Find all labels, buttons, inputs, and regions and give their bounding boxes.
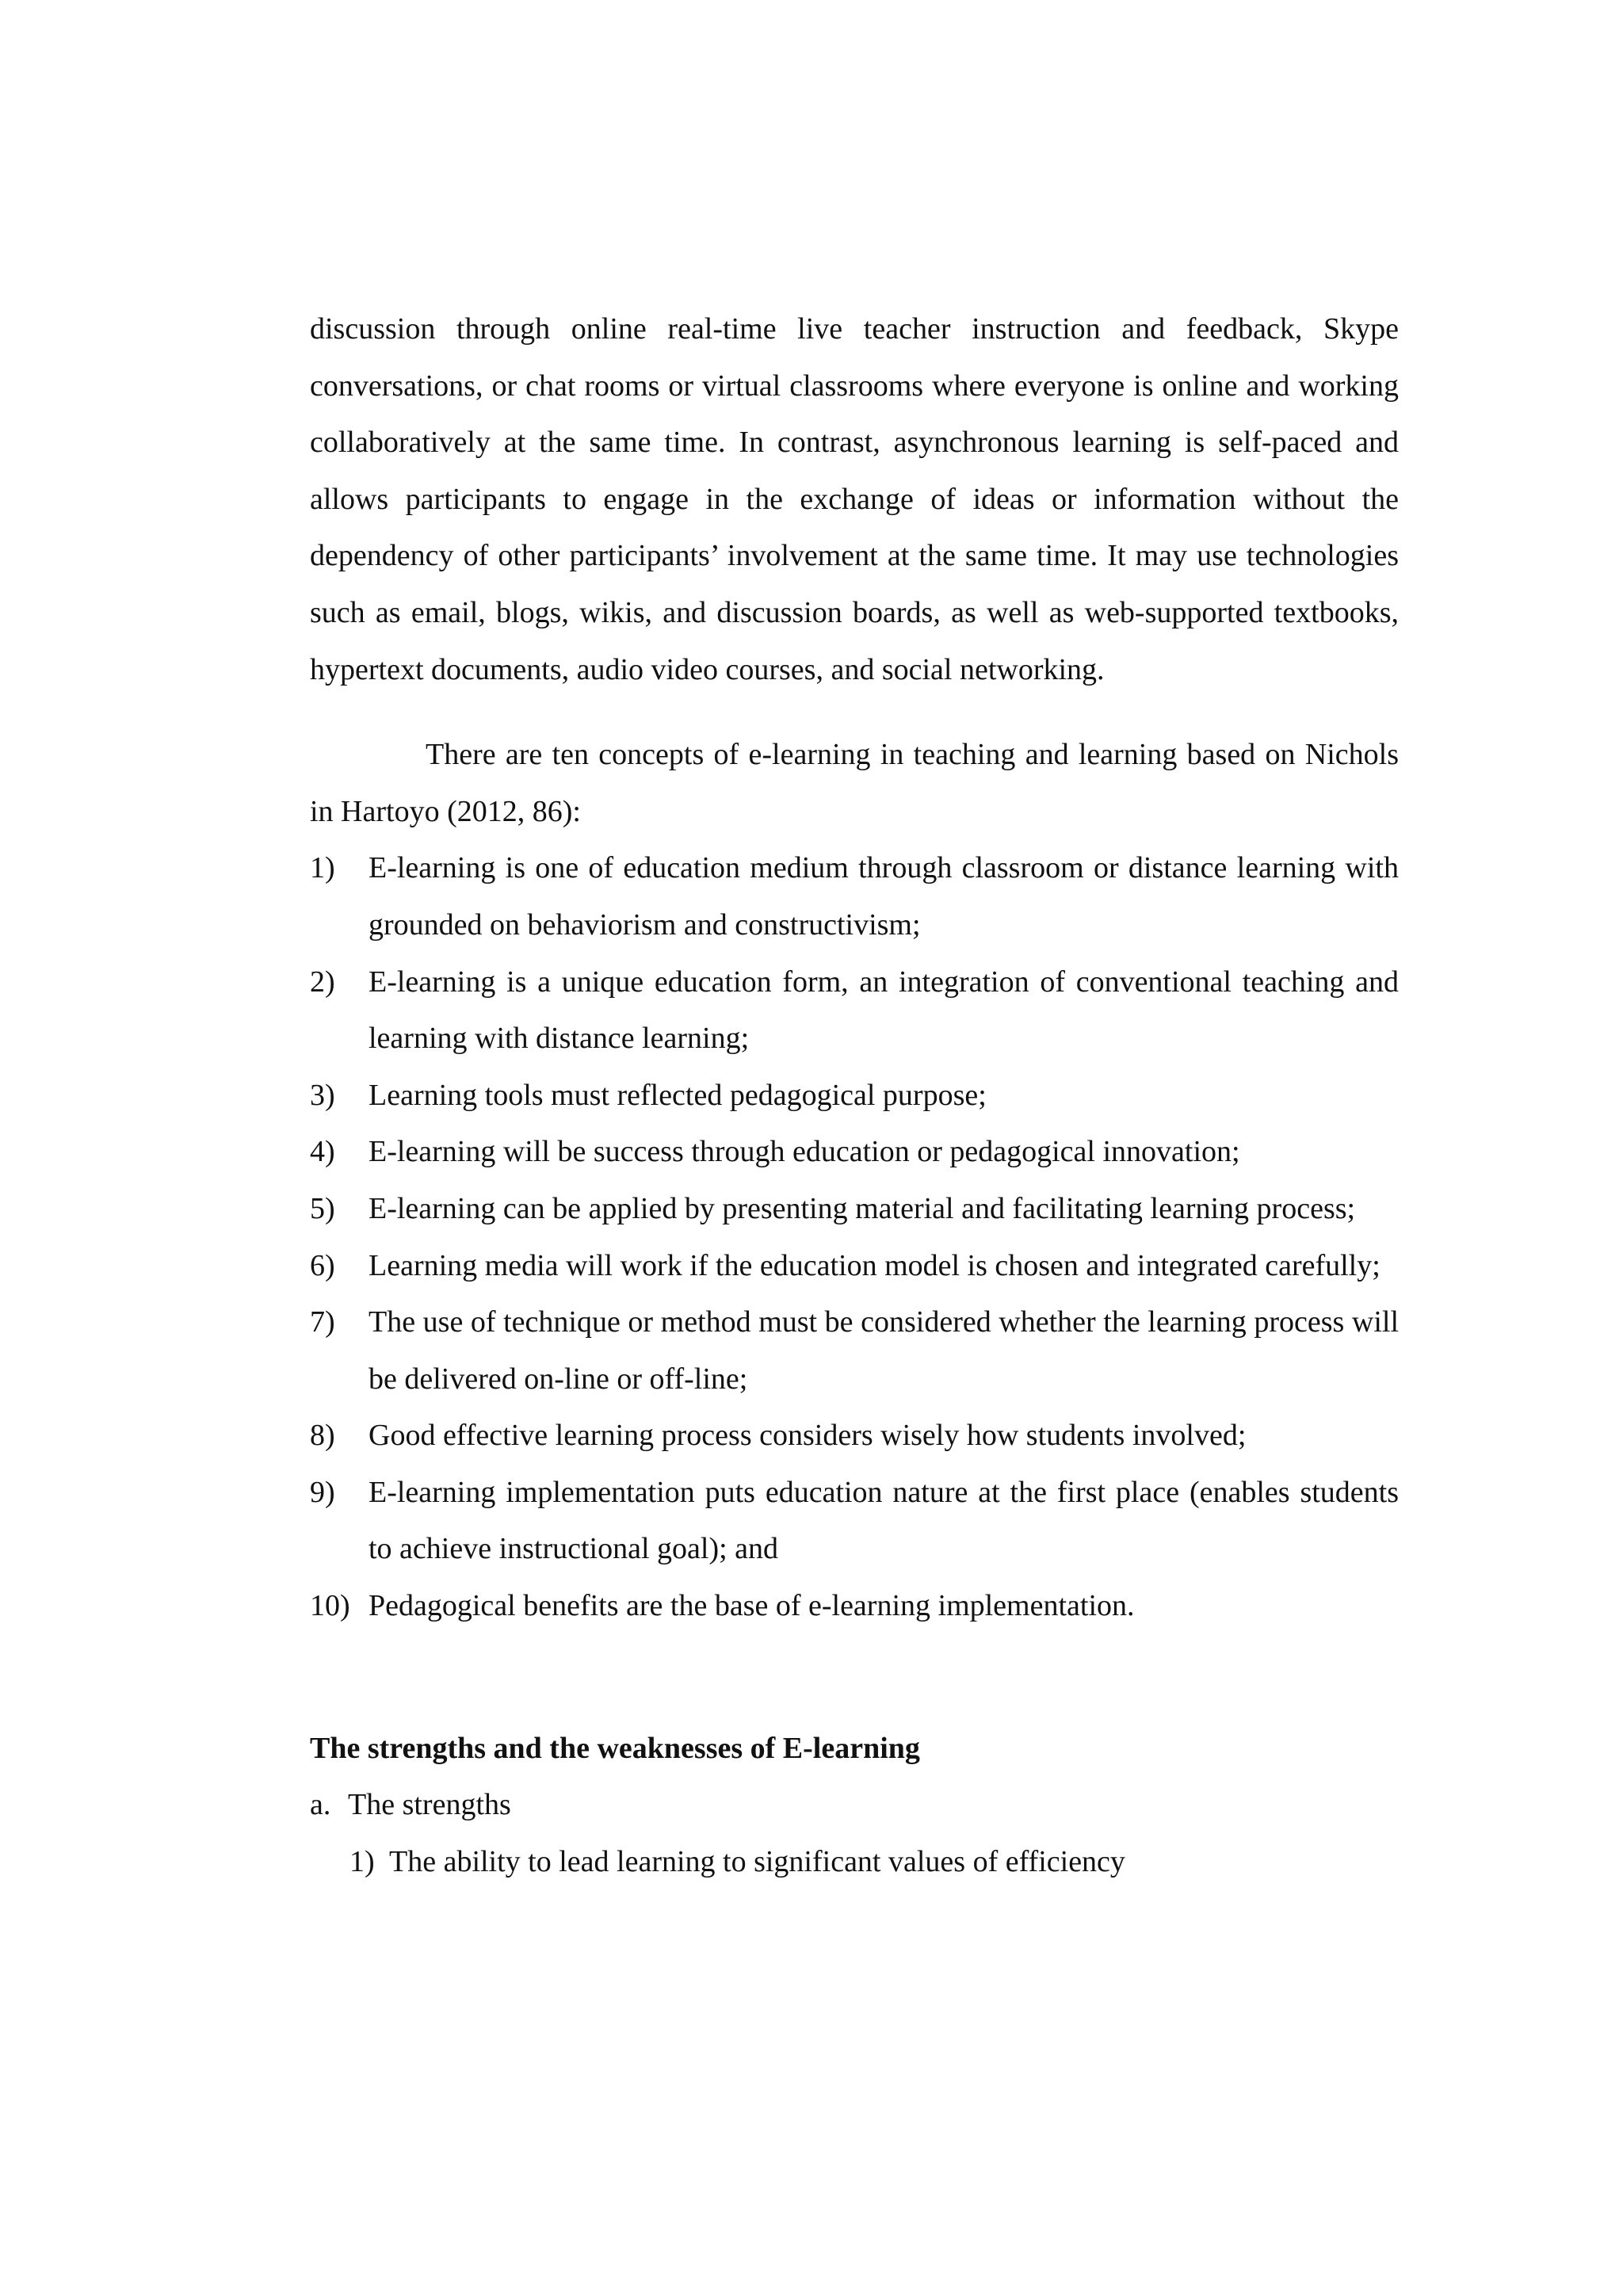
list-item-text: E-learning is one of education medium through classroom or distance learning with grounded on behaviorism and constructivism; xyxy=(369,851,1399,942)
concepts-list xyxy=(310,840,1399,1634)
list-item-number: 2) xyxy=(310,965,335,999)
list-item-number: 8) xyxy=(310,1419,335,1453)
list-item-number: 4) xyxy=(310,1135,335,1169)
list-item-text: Learning media will work if the education model is chosen and integrated carefully; xyxy=(369,1248,1381,1282)
section-heading: The strengths and the weaknesses of E-learning xyxy=(310,1731,920,1765)
list-item-number: 9) xyxy=(310,1475,335,1509)
list-item-text: Good effective learning process considers wisely how students involved; xyxy=(369,1419,1247,1453)
list-item-text: The use of technique or method must be considered whether the learning process will be delivered on-line or off-line; xyxy=(369,1305,1399,1396)
list-item xyxy=(310,1238,1399,1295)
list-item-number: 1) xyxy=(310,851,335,885)
list-item xyxy=(310,1294,1399,1408)
list-item xyxy=(310,1124,1399,1181)
subsection-title: The strengths xyxy=(348,1788,511,1822)
subsection-label: a. xyxy=(310,1788,331,1822)
list-item-number: 7) xyxy=(310,1305,335,1339)
list-item-number: 3) xyxy=(310,1078,335,1112)
list-item xyxy=(310,1465,1399,1578)
list-item xyxy=(310,1408,1399,1465)
list-item xyxy=(310,840,1399,953)
subsection-strengths xyxy=(310,1777,1399,1834)
list-item-number: 6) xyxy=(310,1248,335,1282)
list-item xyxy=(310,954,1399,1068)
list-item-text: Pedagogical benefits are the base of e-learning implementation. xyxy=(369,1589,1135,1623)
list-item xyxy=(310,1068,1399,1125)
list-item-text: E-learning implementation puts education nature at the first place (enables students to achieve instructional goal); and xyxy=(369,1475,1399,1566)
list-item-number: 1) xyxy=(349,1844,375,1878)
list-item-text: E-learning is a unique education form, an integration of conventional teaching and learning with distance learning; xyxy=(369,965,1399,1056)
list-item-text: Learning tools must reflected pedagogical purpose; xyxy=(369,1078,987,1112)
list-item-text: The ability to lead learning to significant values of efficiency xyxy=(389,1844,1125,1878)
list-item-number: 5) xyxy=(310,1191,335,1225)
list-item xyxy=(310,1834,1399,1891)
list-item xyxy=(310,1181,1399,1238)
list-item-text: E-learning will be success through education or pedagogical innovation; xyxy=(369,1135,1240,1169)
list-item-text: E-learning can be applied by presenting material and facilitating learning process; xyxy=(369,1191,1356,1225)
paragraph-synchronous-asynchronous: discussion through online real-time live teacher instruction and feedback, Skype conversations, or chat rooms or virtual classrooms where everyone is online and working collaboratively at the same time. In contrast, asynchronous learning is self-paced and allows participants to engage in the exchange of ideas or information without the dependency of other participants’ involvement at the same time. It may use technologies such as email, blogs, wikis, and discussion boards, as well as web-supported textbooks, hypertext documents, audio video courses, and social networking. xyxy=(310,312,1399,686)
list-item xyxy=(310,1578,1399,1635)
page-content xyxy=(310,301,1399,1890)
list-item-number: 10) xyxy=(310,1589,350,1623)
paragraph-ten-concepts-intro: There are ten concepts of e-learning in teaching and learning based on Nichols in Hartoyo (2012, 86): xyxy=(310,738,1399,828)
